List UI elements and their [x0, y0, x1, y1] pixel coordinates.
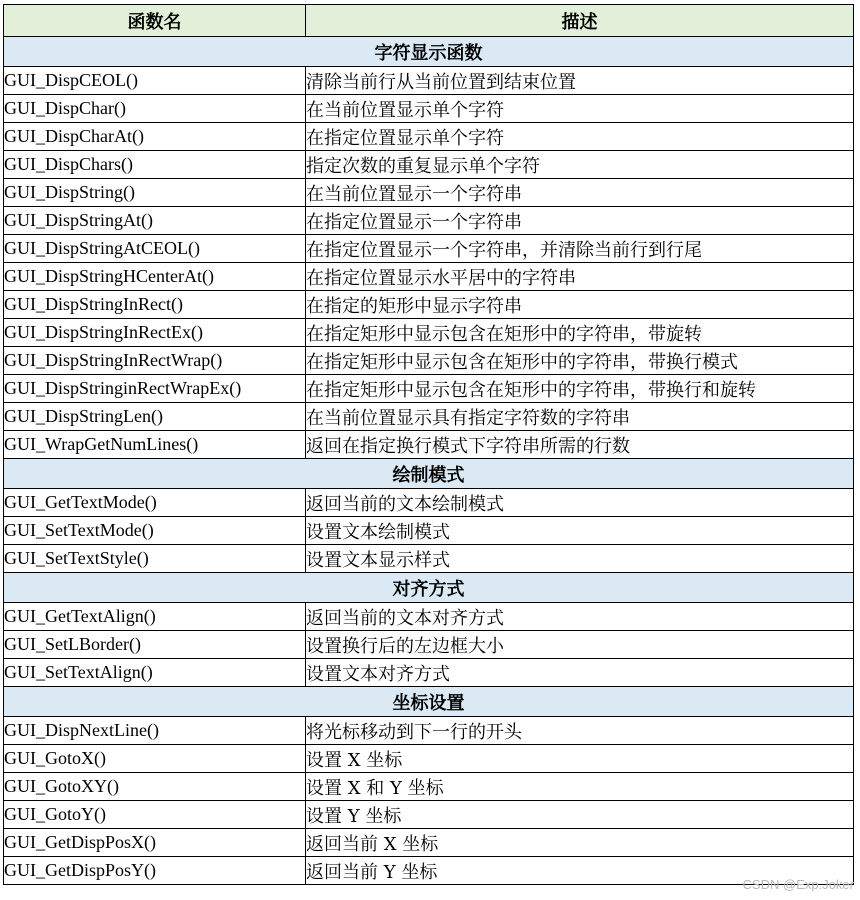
section-title: 对齐方式 — [4, 573, 854, 603]
description-cell: 将光标移动到下一行的开头 — [306, 717, 854, 745]
table-row — [4, 123, 854, 151]
function-name-cell: GUI_DispStringAt() — [4, 207, 306, 235]
table-row — [4, 207, 854, 235]
function-name-cell: GUI_GotoXY() — [4, 773, 306, 801]
function-name-cell: GUI_DispChars() — [4, 151, 306, 179]
description-cell: 设置换行后的左边框大小 — [306, 631, 854, 659]
function-name-cell: GUI_DispChar() — [4, 95, 306, 123]
function-name-cell: GUI_SetLBorder() — [4, 631, 306, 659]
description-cell: 在指定矩形中显示包含在矩形中的字符串，带旋转 — [306, 319, 854, 347]
description-cell: 设置 X 和 Y 坐标 — [306, 773, 854, 801]
table-row — [4, 319, 854, 347]
section-title: 坐标设置 — [4, 687, 854, 717]
table-row — [4, 829, 854, 857]
section-title: 字符显示函数 — [4, 37, 854, 67]
function-name-cell: GUI_DispCEOL() — [4, 67, 306, 95]
description-cell: 返回当前的文本对齐方式 — [306, 603, 854, 631]
table-row — [4, 857, 854, 885]
table-header-row — [4, 5, 854, 37]
description-cell: 在当前位置显示具有指定字符数的字符串 — [306, 403, 854, 431]
description-cell: 设置文本绘制模式 — [306, 517, 854, 545]
table-body — [4, 37, 854, 885]
table-row — [4, 291, 854, 319]
section-row — [4, 459, 854, 489]
description-cell: 返回当前 X 坐标 — [306, 829, 854, 857]
function-name-cell: GUI_GetDispPosX() — [4, 829, 306, 857]
section-row — [4, 37, 854, 67]
description-cell: 在指定矩形中显示包含在矩形中的字符串，带换行模式 — [306, 347, 854, 375]
function-name-cell: GUI_DispNextLine() — [4, 717, 306, 745]
function-name-cell: GUI_GetTextAlign() — [4, 603, 306, 631]
description-cell: 在指定位置显示一个字符串 — [306, 207, 854, 235]
function-name-cell: GUI_GetTextMode() — [4, 489, 306, 517]
function-name-cell: GUI_DispStringHCenterAt() — [4, 263, 306, 291]
table-row — [4, 235, 854, 263]
table-row — [4, 179, 854, 207]
description-cell: 返回当前的文本绘制模式 — [306, 489, 854, 517]
function-name-cell: GUI_WrapGetNumLines() — [4, 431, 306, 459]
function-name-cell: GUI_DispString() — [4, 179, 306, 207]
table-row — [4, 263, 854, 291]
section-row — [4, 687, 854, 717]
table-row — [4, 545, 854, 573]
function-name-cell: GUI_GetDispPosY() — [4, 857, 306, 885]
table-row — [4, 67, 854, 95]
section-row — [4, 573, 854, 603]
header-description: 描述 — [306, 5, 854, 37]
function-table — [3, 4, 854, 885]
description-cell: 在指定位置显示单个字符 — [306, 123, 854, 151]
function-name-cell: GUI_DispStringLen() — [4, 403, 306, 431]
description-cell: 在指定矩形中显示包含在矩形中的字符串，带换行和旋转 — [306, 375, 854, 403]
description-cell: 设置文本对齐方式 — [306, 659, 854, 687]
table-row — [4, 517, 854, 545]
table-row — [4, 745, 854, 773]
description-cell: 设置 Y 坐标 — [306, 801, 854, 829]
description-cell: 设置 X 坐标 — [306, 745, 854, 773]
function-name-cell: GUI_DispStringInRectWrap() — [4, 347, 306, 375]
table-row — [4, 801, 854, 829]
watermark: CSDN @Exp.Joker — [742, 877, 854, 892]
table-row — [4, 717, 854, 745]
function-name-cell: GUI_SetTextAlign() — [4, 659, 306, 687]
table-row — [4, 375, 854, 403]
table-row — [4, 659, 854, 687]
function-name-cell: GUI_DispStringAtCEOL() — [4, 235, 306, 263]
table-row — [4, 489, 854, 517]
description-cell: 在指定位置显示水平居中的字符串 — [306, 263, 854, 291]
description-cell: 在指定位置显示一个字符串，并清除当前行到行尾 — [306, 235, 854, 263]
description-cell: 设置文本显示样式 — [306, 545, 854, 573]
function-name-cell: GUI_DispStringInRectEx() — [4, 319, 306, 347]
function-name-cell: GUI_DispStringInRect() — [4, 291, 306, 319]
table-row — [4, 773, 854, 801]
table-row — [4, 347, 854, 375]
function-name-cell: GUI_GotoY() — [4, 801, 306, 829]
description-cell: 指定次数的重复显示单个字符 — [306, 151, 854, 179]
table-row — [4, 603, 854, 631]
function-name-cell: GUI_GotoX() — [4, 745, 306, 773]
description-cell: 在当前位置显示一个字符串 — [306, 179, 854, 207]
table-row — [4, 95, 854, 123]
description-cell: 返回在指定换行模式下字符串所需的行数 — [306, 431, 854, 459]
section-title: 绘制模式 — [4, 459, 854, 489]
table-row — [4, 631, 854, 659]
table-row — [4, 151, 854, 179]
function-name-cell: GUI_SetTextStyle() — [4, 545, 306, 573]
description-cell: 返回当前 Y 坐标 — [306, 857, 854, 885]
function-name-cell: GUI_SetTextMode() — [4, 517, 306, 545]
description-cell: 在指定的矩形中显示字符串 — [306, 291, 854, 319]
description-cell: 清除当前行从当前位置到结束位置 — [306, 67, 854, 95]
function-name-cell: GUI_DispStringinRectWrapEx() — [4, 375, 306, 403]
function-name-cell: GUI_DispCharAt() — [4, 123, 306, 151]
table-row — [4, 431, 854, 459]
description-cell: 在当前位置显示单个字符 — [306, 95, 854, 123]
table-row — [4, 403, 854, 431]
header-function-name: 函数名 — [4, 5, 306, 37]
